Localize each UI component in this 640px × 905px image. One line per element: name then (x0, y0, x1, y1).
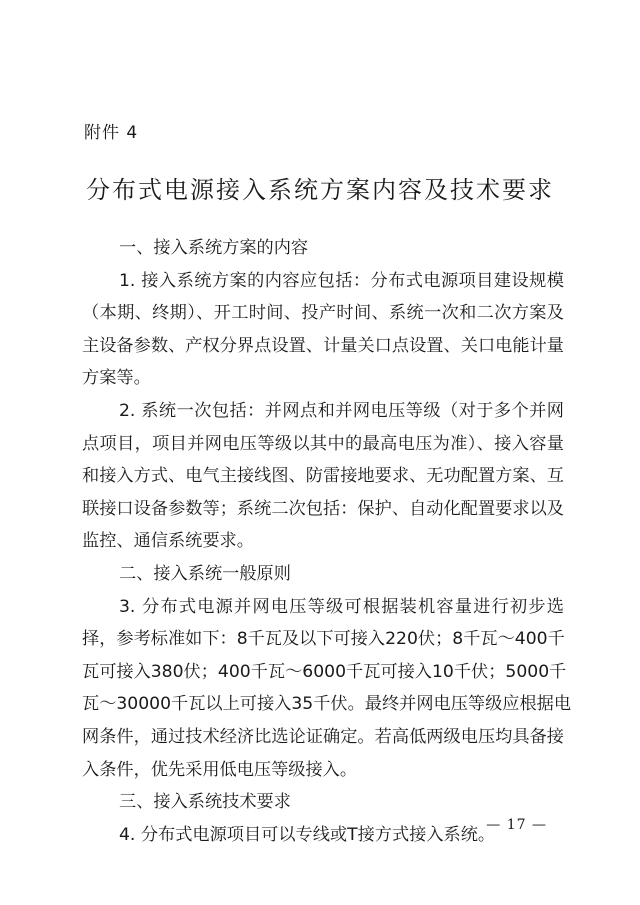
paragraph-3-line-6: 入条件，优先采用低电压等级接入。 (82, 759, 358, 780)
document-body (82, 232, 572, 851)
attachment-label: 附件 4 (84, 123, 139, 143)
paragraph-4-line-1: 4. 分布式电源项目可以专线或T接方式接入系统。 (119, 824, 496, 845)
section-heading-3: 三、接入系统技术要求 (119, 792, 291, 813)
section-heading-1: 一、接入系统方案的内容 (119, 238, 309, 258)
paragraph-2-line-5: 监控、通信系统要求。 (82, 531, 254, 552)
paragraph-3-line-1: 3. 分布式电源并网电压等级可根据装机容量进行初步选 (119, 596, 564, 617)
page-number: — 17 — (486, 817, 547, 833)
paragraph-2-line-3: 和接入方式、电气主接线图、防雷接地要求、无功配置方案、互 (82, 466, 564, 487)
paragraph-3-line-3: 瓦可接入380伏；400千瓦～6000千瓦可接入10千伏；5000千 (82, 661, 567, 682)
paragraph-2-line-2: 点项目，项目并网电压等级以其中的最高电压为准）、接入容量 (82, 433, 564, 454)
document-title: 分布式电源接入系统方案内容及技术要求 (86, 176, 554, 204)
section-heading-2: 二、接入系统一般原则 (119, 563, 291, 584)
paragraph-1-line-4: 方案等。 (82, 368, 151, 389)
paragraph-2-line-1: 2. 系统一次包括：并网点和并网电压等级（对于多个并网 (119, 400, 564, 421)
paragraph-1-line-3: 主设备参数、产权分界点设置、计量关口点设置、关口电能计量 (82, 335, 564, 356)
paragraph-1-line-1: 1. 接入系统方案的内容应包括：分布式电源项目建设规模 (119, 270, 564, 291)
paragraph-3-line-5: 网条件，通过技术经济比选论证确定。若高低两级电压均具备接 (82, 726, 564, 747)
paragraph-3-line-4: 瓦～30000千瓦以上可接入35千伏。最终并网电压等级应根据电 (82, 694, 572, 715)
paragraph-3-line-2: 择，参考标准如下：8千瓦及以下可接入220伏；8千瓦～400千 (82, 629, 565, 650)
paragraph-1-line-2: （本期、终期）、开工时间、投产时间、系统一次和二次方案及 (82, 303, 564, 324)
paragraph-2-line-4: 联接口设备参数等；系统二次包括：保护、自动化配置要求以及 (82, 498, 564, 519)
